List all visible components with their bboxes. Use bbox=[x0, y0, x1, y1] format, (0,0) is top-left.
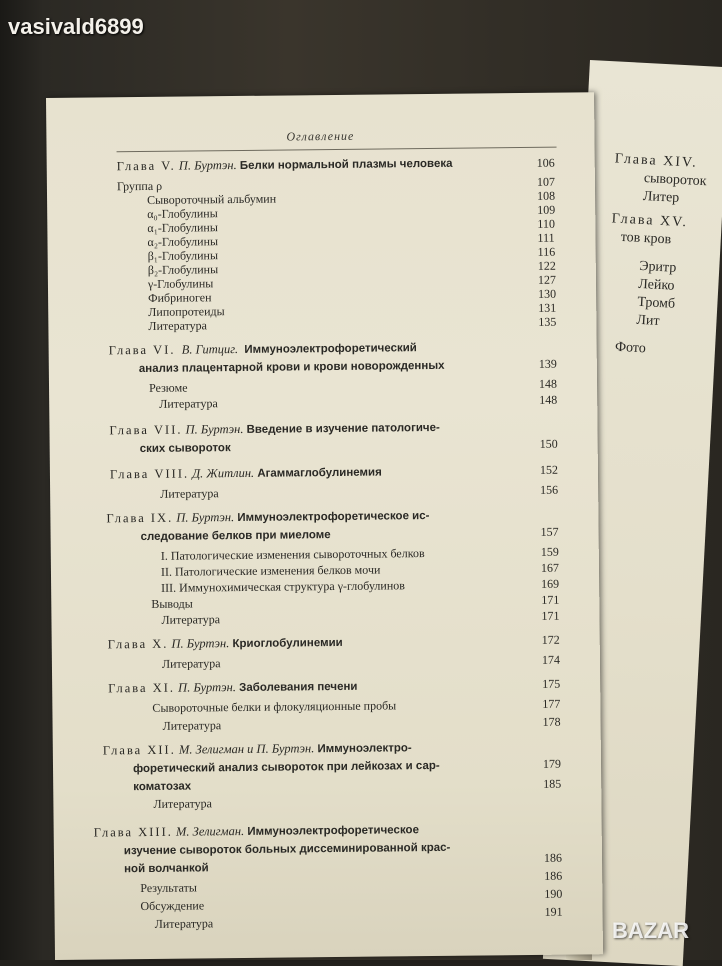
toc-item: β₂-Глобулины bbox=[147, 262, 219, 277]
right-page-line: тов кров bbox=[620, 229, 672, 248]
toc-item: I. Патологические изменения сывороточных белков bbox=[160, 546, 425, 563]
right-page-line: Лейко bbox=[637, 276, 675, 294]
right-page-line: Глава XV. bbox=[611, 211, 689, 231]
toc-item: Группа ρ bbox=[116, 178, 163, 194]
toc-page-number: 135 bbox=[538, 314, 557, 329]
toc-item: Результаты bbox=[140, 880, 198, 896]
toc-item: Литература bbox=[159, 396, 218, 411]
toc-chapter: Глава X. П. Буртэн. Криоглобулинемии bbox=[107, 636, 343, 652]
toc-page-number: 152 bbox=[539, 462, 558, 477]
right-page-line: сывороток bbox=[643, 170, 707, 190]
toc-chapter-cont: коматозах bbox=[133, 780, 192, 794]
toc-page-number: 150 bbox=[539, 436, 558, 451]
toc-item: Сывороточные белки и флокуляционные пробы bbox=[152, 698, 397, 715]
toc-page-number: 157 bbox=[540, 524, 559, 539]
toc-chapter: Глава VII. П. Буртэн. Введение в изучение патологиче- bbox=[109, 421, 440, 438]
toc-item: Литература bbox=[160, 486, 219, 501]
toc-page-number: 130 bbox=[538, 286, 557, 301]
toc-page-number: 186 bbox=[543, 850, 563, 865]
toc-page-number: 171 bbox=[541, 608, 560, 623]
toc-page-number: 116 bbox=[537, 244, 556, 259]
toc-chapter: Глава IX. П. Буртэн. Иммуноэлектрофоретическое ис- bbox=[106, 510, 430, 526]
toc-item: Обсуждение bbox=[140, 898, 205, 914]
toc-page-number: 106 bbox=[536, 155, 555, 170]
toc-page-number: 109 bbox=[537, 202, 556, 217]
watermark-username: vasivald6899 bbox=[8, 14, 144, 39]
toc-chapter-cont: форетический анализ сывороток при лейкозах и сар- bbox=[132, 759, 440, 776]
toc-item: Литература bbox=[162, 718, 222, 733]
toc-page-number: 174 bbox=[541, 652, 560, 667]
toc-chapter-cont: изучение сывороток больных диссеминированной крас- bbox=[123, 841, 451, 858]
toc-item: Фибриноген bbox=[148, 290, 212, 305]
toc-page-number: 169 bbox=[541, 576, 560, 591]
toc-page-number: 171 bbox=[541, 592, 560, 607]
toc-page-number: 167 bbox=[540, 560, 560, 575]
right-page-line: Тромб bbox=[636, 294, 676, 312]
toc-chapter-cont: ских сывороток bbox=[139, 442, 231, 456]
toc-item: Литература bbox=[154, 916, 214, 931]
right-page-line: Литер bbox=[642, 188, 680, 206]
toc-chapter: Глава XII. М. Зелигман и П. Буртэн. Иммуноэлектро- bbox=[102, 741, 412, 758]
toc-page-number: 107 bbox=[536, 174, 555, 189]
bazar-watermark-logo: BAZAR bbox=[612, 918, 689, 943]
toc-page-number: 110 bbox=[537, 216, 555, 231]
toc-page-number: 185 bbox=[543, 776, 562, 791]
toc-chapter-cont: анализ плацентарной крови и крови новорожденных bbox=[138, 359, 445, 376]
right-page-line: Глава XIV. bbox=[614, 151, 699, 171]
toc-item: Выводы bbox=[151, 596, 193, 611]
toc-item: II. Патологические изменения белков мочи bbox=[160, 562, 381, 579]
toc-page-number: 178 bbox=[542, 714, 561, 729]
toc-page-number: 190 bbox=[544, 886, 563, 901]
toc-item: Резюме bbox=[148, 380, 188, 395]
right-page-line: Эритр bbox=[638, 258, 677, 276]
toc-item: α₀-Глобулины bbox=[147, 206, 218, 221]
toc-item: γ-Глобулины bbox=[147, 276, 214, 291]
toc-page-number: 122 bbox=[537, 258, 556, 273]
toc-page-number: 159 bbox=[540, 544, 559, 559]
toc-page-number: 131 bbox=[538, 300, 557, 315]
right-page-line: Лит bbox=[636, 312, 660, 329]
toc-page-number: 127 bbox=[537, 272, 557, 287]
toc-item: Литература bbox=[148, 318, 208, 333]
toc-chapter: Глава V. П. Буртэн. Белки нормальной плазмы человека bbox=[116, 157, 453, 174]
toc-chapter: Глава VIII. Д. Житлин. Агаммаглобулинемия bbox=[109, 465, 382, 482]
header-rule bbox=[117, 147, 557, 153]
toc-page-number: 156 bbox=[540, 482, 559, 497]
toc-page-number: 148 bbox=[538, 376, 558, 391]
toc-item: β₁-Глобулины bbox=[147, 248, 219, 263]
toc-chapter-cont: ной волчанкой bbox=[124, 862, 209, 876]
toc-page-number: 177 bbox=[542, 696, 561, 711]
toc-page-number: 179 bbox=[542, 756, 562, 771]
left-book-page bbox=[46, 92, 603, 960]
toc-chapter: Глава XIII. М. Зелигман. Иммуноэлектрофоретическое bbox=[93, 823, 420, 840]
toc-chapter: Глава VI. В. Гитциг. Иммуноэлектрофоретический bbox=[108, 342, 417, 358]
toc-chapter-cont: следование белков при миеломе bbox=[140, 529, 331, 544]
running-head: Оглавление bbox=[286, 128, 355, 144]
toc-item: Литература bbox=[161, 656, 221, 671]
toc-page-number: 108 bbox=[536, 188, 556, 203]
toc-item: Литература bbox=[153, 796, 213, 811]
right-page-line: Фото bbox=[614, 339, 647, 357]
toc-page-number: 111 bbox=[537, 230, 555, 245]
toc-page-number: 186 bbox=[544, 868, 563, 883]
toc-item: α₁-Глобулины bbox=[147, 220, 218, 235]
toc-page-number: 172 bbox=[541, 632, 560, 647]
toc-chapter: Глава XI. П. Буртэн. Заболевания печени bbox=[108, 680, 358, 696]
toc-page-number: 139 bbox=[538, 356, 557, 371]
toc-page-number: 148 bbox=[539, 392, 558, 407]
toc-page-number: 175 bbox=[542, 676, 561, 691]
toc-item: Сывороточный альбумин bbox=[146, 191, 277, 207]
toc-item: Литература bbox=[161, 612, 221, 627]
toc-item: α₂-Глобулины bbox=[147, 234, 219, 249]
toc-item: III. Иммунохимическая структура γ-глобулинов bbox=[161, 578, 405, 595]
toc-page-number: 191 bbox=[544, 904, 563, 919]
toc-item: Липопротеиды bbox=[148, 304, 225, 319]
